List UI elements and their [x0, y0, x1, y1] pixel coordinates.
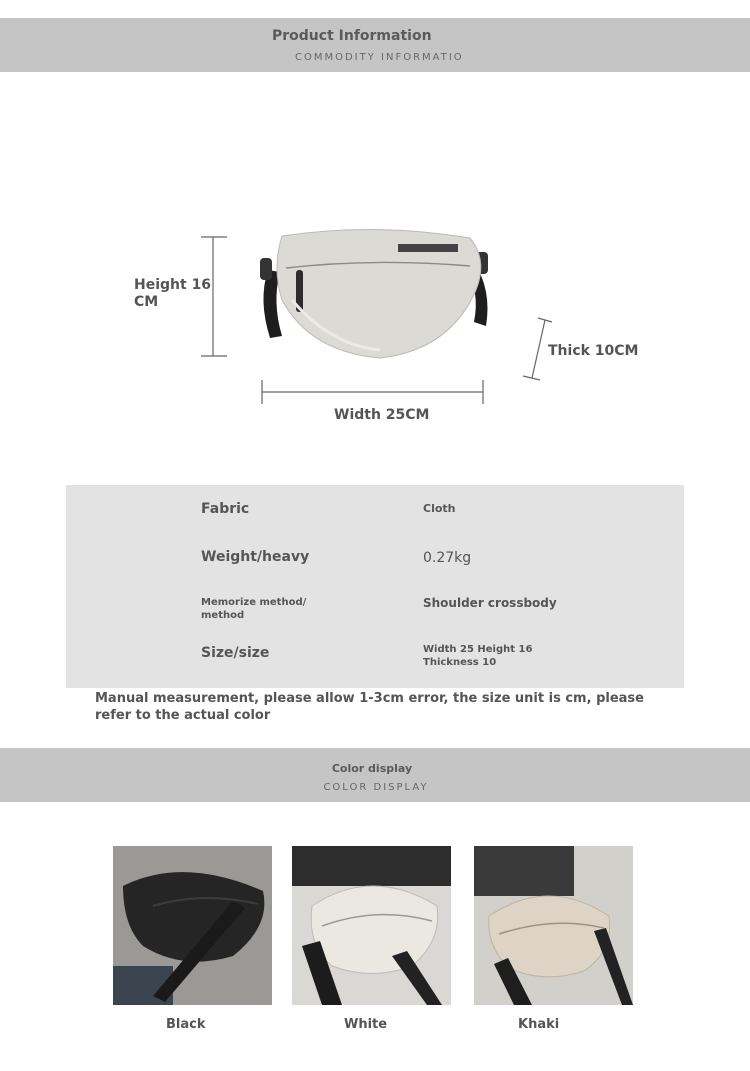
spec-value-method: Shoulder crossbody [423, 596, 557, 610]
width-label: Width 25CM [334, 407, 430, 423]
color-display-header [0, 748, 750, 802]
measurement-note: Manual measurement, please allow 1-3cm error, the size unit is cm, please refer to the actual color [95, 691, 644, 723]
spec-key-size: Size/size [201, 645, 270, 661]
bag-illustration [260, 229, 488, 358]
section-subtitle: COMMODITY INFORMATIO [295, 52, 464, 63]
black-bag-photo [113, 846, 272, 1005]
section-title: Product Information [272, 28, 432, 44]
spec-value-size: Width 25 Height 16 Thickness 10 [423, 644, 533, 668]
spec-key-method: Memorize method/ method [201, 597, 307, 621]
spec-value-weight: 0.27kg [423, 550, 472, 566]
spec-key-weight: Weight/heavy [201, 549, 310, 565]
color-swatch-black[interactable] [113, 846, 272, 1005]
spec-value-fabric: Cloth [423, 502, 456, 515]
spec-key-fabric: Fabric [201, 501, 250, 517]
spec-table [66, 485, 684, 688]
color-swatch-khaki[interactable] [474, 846, 633, 1005]
khaki-bag-photo [474, 846, 633, 1005]
color-name-white: White [344, 1017, 388, 1032]
section-title: Color display [331, 762, 413, 775]
white-bag-photo [292, 846, 451, 1005]
height-label: Height 16 CM [134, 277, 212, 310]
color-name-khaki: Khaki [518, 1017, 560, 1032]
section-subtitle: COLOR DISPLAY [323, 782, 429, 793]
color-name-black: Black [166, 1017, 206, 1032]
width-ruler [262, 380, 483, 404]
thick-label: Thick 10CM [548, 343, 639, 359]
color-swatch-white[interactable] [292, 846, 451, 1005]
